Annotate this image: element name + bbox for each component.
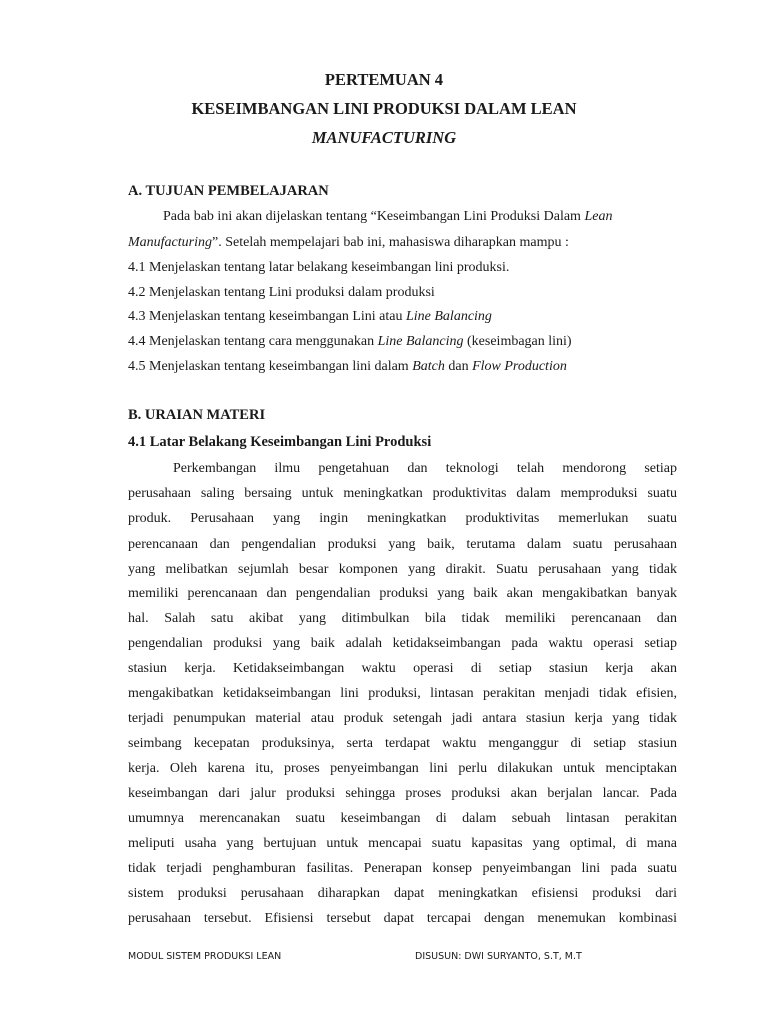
objective-item-italic: Flow Production xyxy=(472,359,567,374)
intro-line-2-italic: Manufacturing xyxy=(128,235,212,250)
objective-item-text: 4.3 Menjelaskan tentang keseimbangan Lini atau xyxy=(128,309,406,324)
paragraph-line: stasiun kerja. Ketidakseimbangan waktu operasi di setiap stasiun kerja akan xyxy=(128,661,677,676)
paragraph-line: kerja. Oleh karena itu, proses penyeimbangan lini perlu dilakukan untuk menciptakan xyxy=(128,761,677,776)
paragraph-line: seimbang kecepatan produksinya, serta terdapat waktu menganggur di setiap stasiun xyxy=(128,736,677,751)
footer-author: DISUSUN: DWI SURYANTO, S.T, M.T xyxy=(415,951,582,962)
objective-item xyxy=(128,284,435,302)
paragraph-line: keseimbangan dari jalur produksi sehingga proses produksi akan berjalan lancar. Pada xyxy=(128,786,677,801)
objective-item-text: 4.5 Menjelaskan tentang keseimbangan lini dalam xyxy=(128,359,413,374)
objective-item-text: 4.1 Menjelaskan tentang latar belakang keseimbangan lini produksi. xyxy=(128,260,510,275)
paragraph-line: perencanaan dan pengendalian produksi yang baik, terutama dalam suatu perusahaan xyxy=(128,537,677,552)
objective-item-suffix: dan xyxy=(444,359,473,374)
chapter-title-italic: MANUFACTURING xyxy=(311,128,457,147)
objective-item-italic: Batch xyxy=(412,359,445,374)
footer-module-name: MODUL SISTEM PRODUKSI LEAN xyxy=(128,951,282,962)
objective-item-text: 4.4 Menjelaskan tentang cara menggunakan xyxy=(128,334,378,349)
section-a-heading: A. TUJUAN PEMBELAJARAN xyxy=(128,183,329,199)
paragraph-line: perusahaan tersebut. Efisiensi tersebut dapat tercapai dengan menemukan kombinasi xyxy=(128,911,677,926)
paragraph-line: memiliki perencanaan dan pengendalian produksi yang baik akan mengakibatkan banyak xyxy=(128,586,677,601)
paragraph-line: mengakibatkan ketidakseimbangan lini produksi, lintasan perakitan menjadi tidak efisien, xyxy=(128,686,677,701)
paragraph-line: umumnya merencanakan suatu keseimbangan di dalam sebuah lintasan perakitan xyxy=(128,811,677,826)
objective-item-suffix: (keseimbagan lini) xyxy=(463,334,572,349)
paragraph-line: produk. Perusahaan yang ingin meningkatkan produktivitas memerlukan suatu xyxy=(128,511,677,526)
intro-line-2-text: ”. Setelah mempelajari bab ini, mahasiswa diharapkan mampu : xyxy=(212,235,569,250)
objective-item xyxy=(128,259,509,277)
intro-line-1-italic: Lean xyxy=(584,209,613,224)
paragraph-line: terjadi penumpukan material atau produk setengah jadi antara stasiun kerja yang tidak xyxy=(128,711,677,726)
paragraph-line: pengendalian produksi yang baik adalah ketidakseimbangan pada waktu operasi setiap xyxy=(128,636,677,651)
chapter-number-title: PERTEMUAN 4 xyxy=(324,70,444,89)
subsection-heading: 4.1 Latar Belakang Keseimbangan Lini Produksi xyxy=(128,434,432,450)
objective-item-text: 4.2 Menjelaskan tentang Lini produksi dalam produksi xyxy=(128,285,435,300)
intro-line-1-text: Pada bab ini akan dijelaskan tentang “Keseimbangan Lini Produksi Dalam xyxy=(163,209,585,224)
objective-item-italic: Line Balancing xyxy=(377,334,464,349)
objective-item xyxy=(128,308,492,326)
objective-item xyxy=(128,333,572,351)
paragraph-line: meliputi usaha yang bertujuan untuk mencapai suatu kapasitas yang optimal, di mana xyxy=(128,836,677,851)
section-b-heading: B. URAIAN MATERI xyxy=(128,407,266,423)
objective-item-italic: Line Balancing xyxy=(405,309,492,324)
paragraph-line: tidak terjadi penghamburan fasilitas. Penerapan konsep penyeimbangan lini pada suatu xyxy=(128,861,677,876)
intro-line-1 xyxy=(163,208,612,226)
paragraph-line: Perkembangan ilmu pengetahuan dan teknologi telah mendorong setiap xyxy=(173,461,677,476)
paragraph-line: perusahaan saling bersaing untuk meningkatkan produktivitas dalam memproduksi suatu xyxy=(128,486,677,501)
objective-item xyxy=(128,358,567,376)
chapter-title: KESEIMBANGAN LINI PRODUKSI DALAM LEAN xyxy=(191,99,577,118)
paragraph-line: sistem produksi perusahaan diharapkan dapat meningkatkan efisiensi produksi dari xyxy=(128,886,677,901)
paragraph-line: yang melibatkan sejumlah besar komponen yang dirakit. Suatu perusahaan yang tidak xyxy=(128,562,677,577)
intro-line-2 xyxy=(128,234,569,252)
paragraph-line: hal. Salah satu akibat yang ditimbulkan bila tidak memiliki perencanaan dan xyxy=(128,611,677,626)
